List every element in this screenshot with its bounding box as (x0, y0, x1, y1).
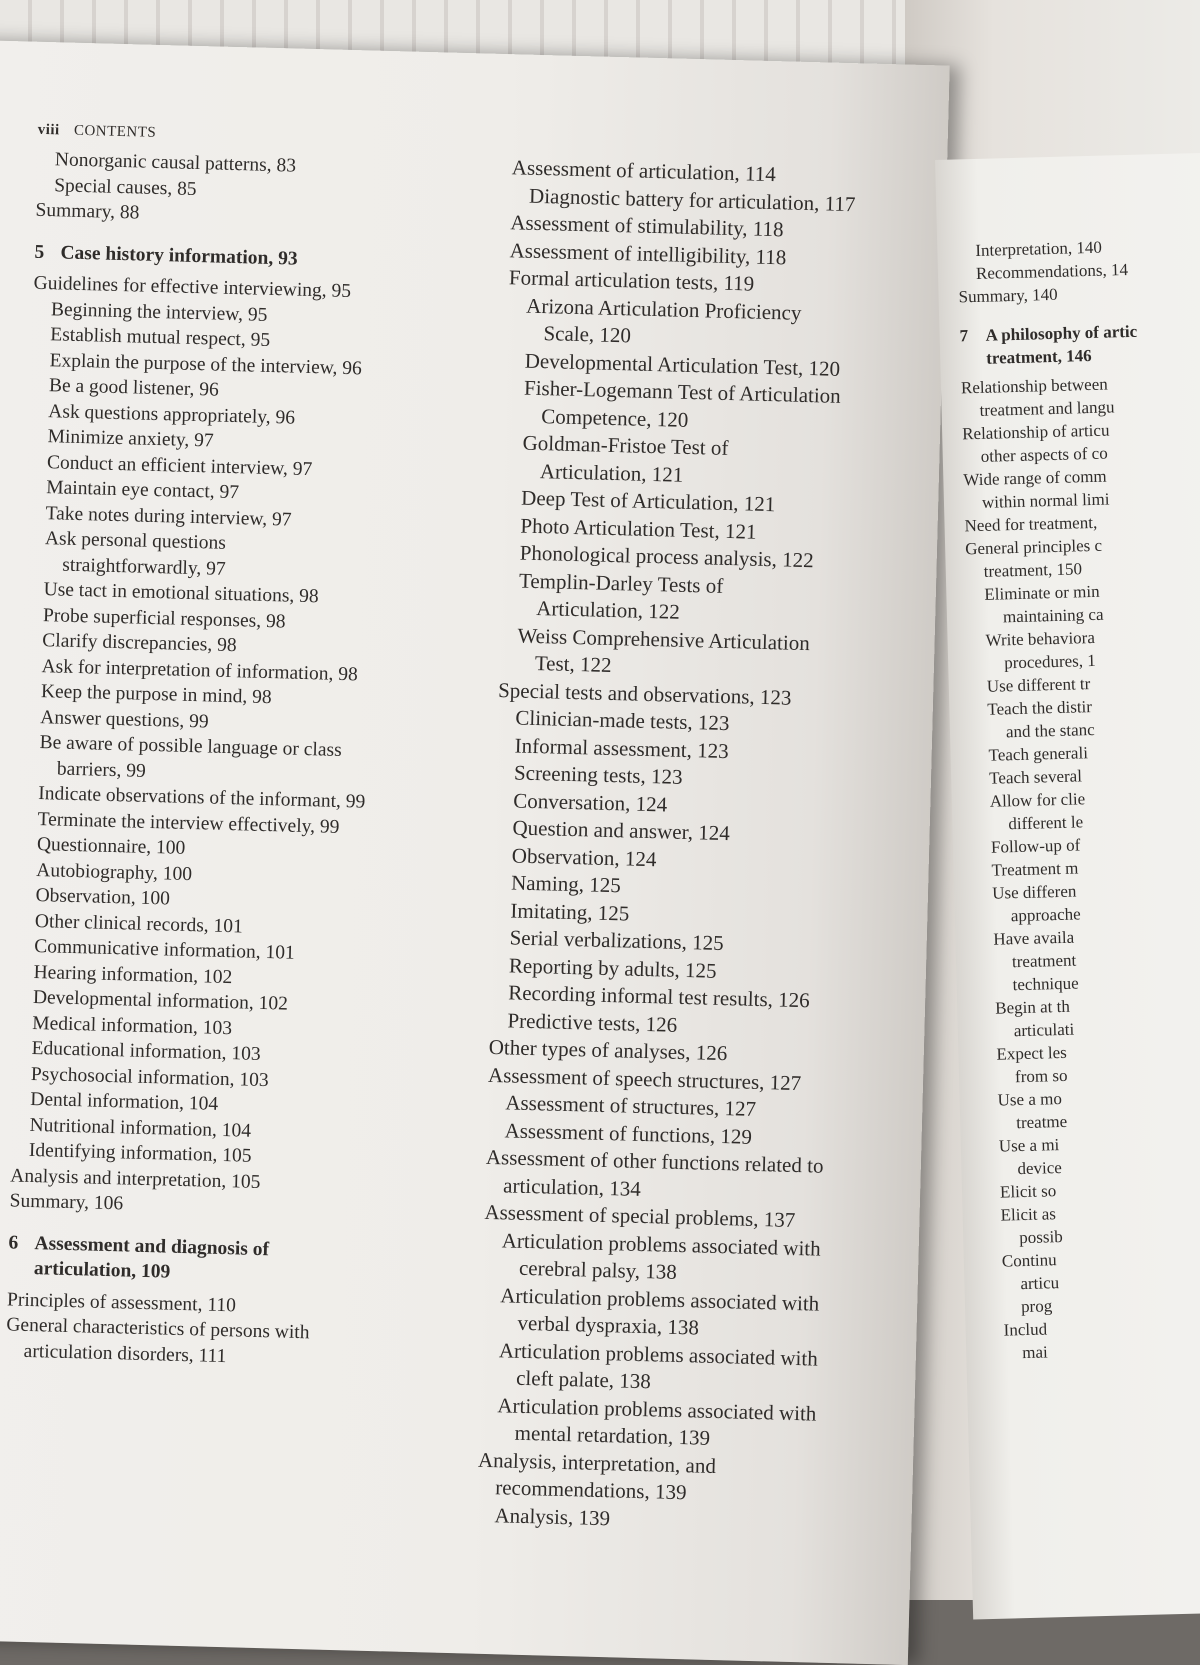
toc-entry: General characteristics of persons with (6, 1314, 310, 1344)
toc-entry: Psychosocial information, 103 (30, 1063, 269, 1091)
toc-entry: and the stanc (1005, 720, 1095, 742)
toc-entry: Summary, 140 (958, 284, 1058, 307)
toc-entry: Reporting by adults, 125 (508, 952, 717, 983)
toc-entry: Templin-Darley Tests of (518, 568, 724, 598)
toc-entry: Competence, 120 (541, 403, 689, 432)
toc-entry: Recording informal test results, 126 (507, 980, 810, 1013)
toc-entry: Other clinical records, 101 (34, 910, 244, 937)
toc-entry: procedures, 1 (1003, 650, 1096, 673)
toc-entry: treatment and langu (979, 397, 1115, 420)
toc-entry: Be aware of possible language or class (39, 732, 342, 761)
toc-entry: Analysis, 139 (494, 1502, 611, 1530)
toc-entry: articulation disorders, 111 (23, 1340, 227, 1367)
toc-entry: Begin at th (994, 996, 1071, 1018)
toc-entry: Teach the distir (987, 697, 1093, 719)
toc-entry: Keep the purpose in mind, 98 (40, 681, 272, 709)
toc-entry: within normal limi (981, 489, 1110, 512)
toc-entry: Clarify discrepancies, 98 (42, 630, 237, 657)
toc-entry: Imitating, 125 (510, 897, 630, 926)
toc-entry: Ask for interpretation of information, 98 (41, 655, 359, 685)
toc-entry: Nonorganic causal patterns, 83 (54, 149, 297, 177)
toc-entry: Elicit as (1000, 1204, 1057, 1225)
toc-entry: Hearing information, 102 (33, 961, 233, 988)
toc-entry: Assessment of functions, 129 (504, 1117, 753, 1149)
toc-entry: Photo Articulation Test, 121 (520, 513, 757, 544)
toc-entry: from so (1014, 1065, 1068, 1087)
toc-entry: Use tact in emotional situations, 98 (43, 579, 319, 608)
toc-entry: Naming, 125 (510, 870, 622, 898)
toc-entry: Have availa (993, 927, 1075, 949)
toc-entry: Includ (1003, 1319, 1048, 1340)
toc-entry: Continu (1001, 1250, 1057, 1271)
toc-entry: Dental information, 104 (30, 1088, 219, 1115)
running-head-title: CONTENTS (73, 122, 157, 141)
chapter-title: Case history information, 93 (60, 241, 298, 270)
chapter-number: 7 (959, 326, 969, 346)
toc-entry: Fisher-Logemann Test of Articulation (523, 375, 842, 408)
toc-entry: Clinician-made tests, 123 (515, 705, 730, 736)
toc-entry: Conduct an efficient interview, 97 (46, 451, 313, 480)
toc-entry: Ask questions appropriately, 96 (48, 400, 296, 429)
chapter-title: A philosophy of artic (985, 321, 1138, 345)
toc-entry: Summary, 106 (9, 1190, 124, 1215)
toc-entry: Educational information, 103 (31, 1037, 261, 1065)
toc-entry: Interpretation, 140 (975, 237, 1103, 260)
toc-entry: Relationship between (960, 374, 1109, 398)
toc-entry: Assessment of articulation, 114 (511, 155, 777, 187)
toc-entry: Assessment of other functions related to (485, 1144, 824, 1178)
toc-entry: Relationship of articu (961, 420, 1110, 444)
toc-entry: Allow for clie (989, 789, 1086, 811)
toc-entry: Special tests and observations, 123 (497, 677, 792, 710)
toc-entry: treatment, 150 (983, 559, 1083, 581)
toc-entry: maintaining ca (1002, 604, 1104, 627)
toc-entry: Write behaviora (985, 627, 1096, 650)
toc-entry: articu (1020, 1273, 1060, 1294)
toc-entry: Summary, 88 (35, 199, 140, 224)
toc-entry: Articulation problems associated with (500, 1282, 820, 1316)
chapter-title-continued: treatment, 146 (985, 345, 1092, 368)
toc-entry: Assessment of speech structures, 127 (487, 1062, 802, 1095)
toc-entry: Need for treatment, (964, 512, 1098, 536)
toc-entry: Teach generali (988, 743, 1089, 765)
chapter-number: 5 (34, 241, 45, 263)
page-number: viii (37, 121, 60, 139)
chapter-number: 6 (8, 1231, 19, 1254)
toc-entry: verbal dyspraxia, 138 (517, 1310, 700, 1340)
toc-entry: Take notes during interview, 97 (45, 502, 292, 531)
chapter-title: Assessment and diagnosis of (34, 1232, 270, 1260)
toc-entry: Goldman-Fristoe Test of (522, 430, 729, 460)
toc-entry: Maintain eye contact, 97 (46, 477, 240, 504)
chapter-heading (959, 317, 1200, 370)
toc-entry: Ask personal questions (44, 528, 227, 554)
toc-entry: Nutritional information, 104 (29, 1114, 252, 1142)
toc-entry: Developmental information, 102 (32, 986, 289, 1015)
toc-entry: Explain the purpose of the interview, 96 (49, 349, 363, 379)
toc-entry: treatme (1015, 1111, 1068, 1133)
contents-column-right (957, 232, 1200, 1365)
toc-entry: Assessment of stimulability, 118 (510, 210, 784, 242)
toc-entry: Questionnaire, 100 (36, 834, 186, 859)
toc-entry: Answer questions, 99 (40, 706, 209, 732)
toc-entry: Special causes, 85 (53, 174, 197, 200)
toc-entry: Question and answer, 124 (512, 815, 731, 846)
toc-entry: possib (1018, 1227, 1063, 1248)
toc-entry: other aspects of co (980, 443, 1108, 466)
toc-entry: Expect les (996, 1042, 1067, 1064)
toc-entry: Treatment m (991, 858, 1079, 880)
toc-entry: Wide range of comm (963, 466, 1107, 490)
toc-entry: Observation, 100 (35, 885, 171, 910)
toc-entry: Identifying information, 105 (28, 1139, 252, 1167)
toc-entry: Articulation, 121 (539, 458, 684, 487)
toc-entry: Beginning the interview, 95 (50, 298, 268, 326)
running-head (37, 122, 156, 142)
toc-entry: Follow-up of (990, 835, 1081, 857)
toc-entry: mental retardation, 139 (514, 1420, 711, 1450)
toc-entry: Establish mutual respect, 95 (50, 324, 271, 351)
toc-entry: Formal articulation tests, 119 (508, 265, 755, 296)
toc-entry: Articulation problems associated with (497, 1392, 817, 1426)
toc-entry: different le (1008, 812, 1084, 834)
toc-entry: treatment (1011, 950, 1077, 972)
toc-entry: straightforwardly, 97 (62, 554, 226, 580)
toc-entry: Serial verbalizations, 125 (509, 925, 724, 956)
toc-entry: articulation, 134 (502, 1172, 642, 1201)
chapter-title-continued: articulation, 109 (33, 1258, 171, 1283)
toc-entry: Use differen (991, 881, 1077, 903)
toc-entry: Articulation problems associated with (498, 1337, 819, 1371)
toc-entry: Diagnostic battery for articulation, 117 (528, 183, 856, 216)
toc-entry: Elicit so (999, 1181, 1057, 1202)
toc-entry: Conversation, 124 (512, 787, 668, 817)
toc-entry: Articulation, 122 (536, 596, 681, 624)
toc-entry: Deep Test of Articulation, 121 (520, 485, 776, 517)
toc-entry: Terminate the interview effectively, 99 (37, 808, 340, 838)
toc-entry: Analysis and interpretation, 105 (10, 1164, 261, 1193)
toc-entry: cerebral palsy, 138 (518, 1255, 678, 1284)
toc-entry: Assessment of intelligibility, 118 (509, 237, 787, 269)
toc-entry: articulati (1013, 1019, 1075, 1041)
toc-entry: Communicative information, 101 (34, 935, 295, 964)
toc-entry: Screening tests, 123 (513, 760, 683, 789)
toc-entry: Teach several (988, 766, 1083, 788)
toc-entry: Indicate observations of the informant, 99 (38, 783, 366, 813)
toc-entry: Informal assessment, 123 (514, 733, 730, 763)
toc-entry: Assessment of structures, 127 (505, 1090, 757, 1121)
toc-entry: technique (1012, 973, 1079, 995)
toc-entry: Arizona Articulation Proficiency (525, 293, 802, 325)
toc-entry: mai (1022, 1342, 1048, 1363)
toc-entry: Phonological process analysis, 122 (519, 540, 814, 573)
contents-column-left (5, 147, 497, 1376)
toc-entry: Minimize anxiety, 97 (47, 426, 214, 452)
toc-entry: Probe superficial responses, 98 (42, 604, 286, 632)
toc-entry: Developmental Articulation Test, 120 (524, 348, 841, 381)
toc-entry: Test, 122 (534, 651, 612, 678)
chapter-heading (8, 1230, 469, 1293)
toc-entry: prog (1020, 1296, 1053, 1317)
right-book-page (935, 152, 1200, 1619)
toc-entry: Weiss Comprehensive Articulation (517, 623, 811, 655)
toc-entry: approache (1010, 904, 1081, 926)
contents-column-middle (476, 154, 922, 1539)
toc-entry: cleft palate, 138 (515, 1365, 652, 1394)
toc-entry: barriers, 99 (56, 758, 147, 782)
toc-entry: Be a good listener, 96 (48, 375, 220, 401)
toc-entry: Predictive tests, 126 (507, 1007, 678, 1037)
toc-entry: Articulation problems associated with (501, 1227, 821, 1261)
left-book-page (0, 40, 950, 1665)
toc-entry: Principles of assessment, 110 (6, 1288, 237, 1316)
toc-entry: Assessment of special problems, 137 (484, 1199, 796, 1233)
toc-entry: General principles c (964, 535, 1103, 559)
toc-entry: Observation, 124 (511, 842, 657, 871)
toc-entry: Eliminate or min (984, 581, 1100, 604)
toc-entry: Recommendations, 14 (975, 259, 1129, 283)
toc-entry: Analysis, interpretation, and (477, 1447, 717, 1478)
toc-entry: Use a mo (997, 1089, 1063, 1110)
toc-entry: recommendations, 139 (494, 1475, 687, 1505)
toc-entry: Autobiography, 100 (36, 859, 193, 885)
toc-entry: Other types of analyses, 126 (488, 1034, 728, 1066)
toc-entry: Use different tr (986, 674, 1091, 696)
chapter-heading (34, 239, 495, 277)
toc-entry: Guidelines for effective interviewing, 95 (33, 272, 352, 303)
toc-entry: Scale, 120 (543, 321, 632, 348)
toc-entry: Medical information, 103 (32, 1012, 233, 1039)
toc-entry: Use a mi (998, 1135, 1060, 1156)
toc-entry: device (1017, 1158, 1063, 1179)
